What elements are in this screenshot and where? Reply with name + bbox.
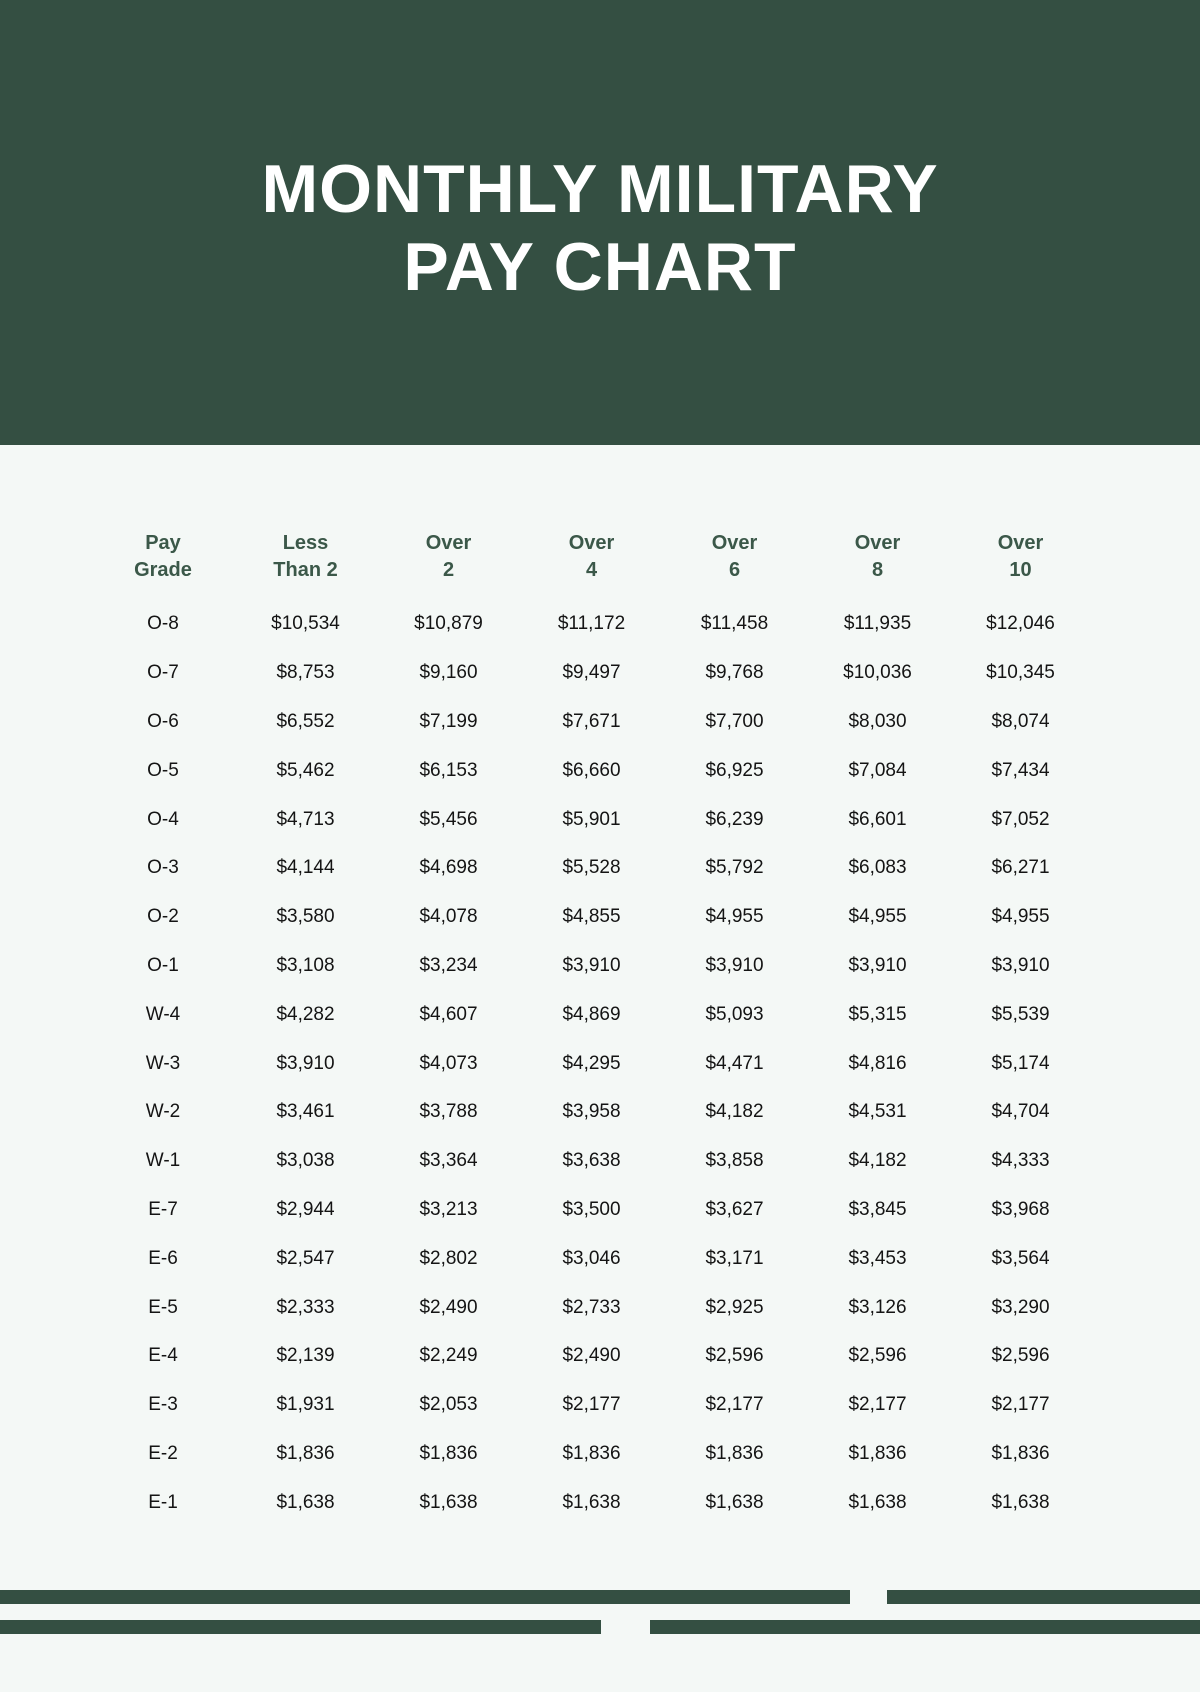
column-header xyxy=(949,530,1092,600)
pay-cell: $4,955 xyxy=(848,906,907,928)
decorative-bar xyxy=(0,1620,601,1634)
pay-cell: $2,490 xyxy=(562,1345,621,1367)
table-row xyxy=(92,746,1092,795)
pay-grade-cell: W-1 xyxy=(145,1150,181,1172)
pay-cell: $7,199 xyxy=(419,710,478,732)
column-header-line: Over xyxy=(711,532,758,554)
pay-cell: $11,458 xyxy=(700,613,769,635)
pay-cell: $6,925 xyxy=(705,759,764,781)
pay-cell: $2,547 xyxy=(276,1247,335,1269)
pay-cell: $7,084 xyxy=(848,759,907,781)
pay-cell: $4,713 xyxy=(276,808,335,830)
pay-grade-cell: O-5 xyxy=(147,759,179,781)
table-row xyxy=(92,1186,1092,1235)
pay-cell: $4,333 xyxy=(991,1150,1050,1172)
pay-cell: $1,638 xyxy=(562,1491,621,1513)
pay-cell: $4,073 xyxy=(419,1052,478,1074)
pay-cell: $10,036 xyxy=(843,662,912,684)
pay-cell: $3,910 xyxy=(848,954,907,976)
pay-cell: $6,153 xyxy=(419,759,478,781)
pay-cell: $9,160 xyxy=(419,662,478,684)
pay-cell: $3,213 xyxy=(419,1198,478,1220)
pay-cell: $4,078 xyxy=(419,906,478,928)
pay-cell: $3,038 xyxy=(276,1150,335,1172)
pay-cell: $4,698 xyxy=(419,857,478,879)
pay-cell: $3,627 xyxy=(705,1198,764,1220)
table-row xyxy=(92,795,1092,844)
pay-cell: $3,108 xyxy=(276,954,335,976)
pay-cell: $4,955 xyxy=(991,906,1050,928)
pay-cell: $4,531 xyxy=(848,1101,907,1123)
pay-cell: $3,500 xyxy=(562,1198,621,1220)
pay-cell: $5,528 xyxy=(562,857,621,879)
decorative-bar xyxy=(0,1590,850,1604)
pay-cell: $6,660 xyxy=(562,759,621,781)
title-line-1: MONTHLY MILITARY xyxy=(261,151,939,227)
table-row xyxy=(92,600,1092,649)
pay-cell: $1,638 xyxy=(991,1491,1050,1513)
pay-cell: $3,845 xyxy=(848,1198,907,1220)
pay-grade-cell: O-6 xyxy=(147,710,179,732)
pay-cell: $3,910 xyxy=(276,1052,335,1074)
pay-grade-cell: E-6 xyxy=(148,1247,178,1269)
pay-cell: $6,601 xyxy=(848,808,907,830)
pay-cell: $3,968 xyxy=(991,1198,1050,1220)
pay-cell: $2,925 xyxy=(705,1296,764,1318)
pay-cell: $9,497 xyxy=(562,662,621,684)
pay-grade-cell: E-7 xyxy=(148,1198,178,1220)
pay-cell: $3,234 xyxy=(419,954,478,976)
column-header xyxy=(806,530,949,600)
pay-cell: $5,792 xyxy=(705,857,764,879)
pay-cell: $2,490 xyxy=(419,1296,478,1318)
pay-cell: $2,053 xyxy=(419,1394,478,1416)
pay-cell: $1,836 xyxy=(991,1442,1050,1464)
column-header xyxy=(92,530,234,600)
pay-cell: $3,580 xyxy=(276,906,335,928)
pay-cell: $3,364 xyxy=(419,1150,478,1172)
pay-cell: $4,282 xyxy=(276,1003,335,1025)
pay-grade-cell: O-7 xyxy=(147,662,179,684)
table-row xyxy=(92,1283,1092,1332)
table-row xyxy=(92,942,1092,991)
pay-cell: $2,733 xyxy=(562,1296,621,1318)
pay-grade-cell: O-8 xyxy=(147,613,179,635)
pay-cell: $2,177 xyxy=(991,1394,1050,1416)
pay-cell: $1,638 xyxy=(705,1491,764,1513)
column-header-line: Over xyxy=(425,532,472,554)
column-header xyxy=(234,530,377,600)
pay-cell: $4,471 xyxy=(705,1052,764,1074)
decorative-bar xyxy=(650,1620,1200,1634)
table-row xyxy=(92,1234,1092,1283)
table-row xyxy=(92,1478,1092,1527)
pay-cell: $12,046 xyxy=(986,613,1055,635)
pay-cell: $4,869 xyxy=(562,1003,621,1025)
pay-cell: $8,753 xyxy=(276,662,335,684)
decorative-bar xyxy=(887,1590,1200,1604)
pay-cell: $5,456 xyxy=(419,808,478,830)
pay-grade-cell: E-1 xyxy=(148,1491,178,1513)
pay-cell: $3,126 xyxy=(848,1296,907,1318)
column-header-line: Than 2 xyxy=(273,559,338,581)
pay-cell: $2,596 xyxy=(848,1345,907,1367)
pay-cell: $3,564 xyxy=(991,1247,1050,1269)
pay-cell: $7,671 xyxy=(562,710,621,732)
pay-cell: $3,788 xyxy=(419,1101,478,1123)
pay-cell: $1,638 xyxy=(276,1491,335,1513)
pay-cell: $1,638 xyxy=(419,1491,478,1513)
pay-cell: $4,295 xyxy=(562,1052,621,1074)
column-header-line: Grade xyxy=(134,559,192,581)
pay-cell: $1,638 xyxy=(848,1491,907,1513)
pay-cell: $2,177 xyxy=(848,1394,907,1416)
pay-cell: $3,046 xyxy=(562,1247,621,1269)
column-header-line: Over xyxy=(854,532,901,554)
column-header-line: 4 xyxy=(585,559,598,581)
pay-grade-cell: W-3 xyxy=(145,1052,181,1074)
pay-cell: $1,836 xyxy=(419,1442,478,1464)
pay-cell: $2,177 xyxy=(562,1394,621,1416)
table-body xyxy=(92,600,1092,1527)
pay-cell: $11,935 xyxy=(843,613,912,635)
table-row xyxy=(92,649,1092,698)
pay-cell: $1,836 xyxy=(705,1442,764,1464)
pay-cell: $2,944 xyxy=(276,1198,335,1220)
pay-cell: $6,083 xyxy=(848,857,907,879)
pay-cell: $1,836 xyxy=(848,1442,907,1464)
pay-cell: $9,768 xyxy=(705,662,764,684)
column-header xyxy=(377,530,520,600)
pay-cell: $3,461 xyxy=(276,1101,335,1123)
pay-cell: $11,172 xyxy=(557,613,626,635)
pay-cell: $8,074 xyxy=(991,710,1050,732)
pay-cell: $5,315 xyxy=(848,1003,907,1025)
title-line-2: PAY CHART xyxy=(403,229,797,305)
pay-cell: $3,290 xyxy=(991,1296,1050,1318)
pay-grade-cell: W-4 xyxy=(145,1003,181,1025)
column-header-line: 2 xyxy=(442,559,455,581)
pay-cell: $4,855 xyxy=(562,906,621,928)
table-row xyxy=(92,1137,1092,1186)
pay-cell: $2,596 xyxy=(705,1345,764,1367)
page-title xyxy=(0,150,1200,306)
table-row xyxy=(92,1088,1092,1137)
pay-cell: $4,704 xyxy=(991,1101,1050,1123)
pay-cell: $1,931 xyxy=(276,1394,335,1416)
column-header-line: 10 xyxy=(1009,559,1032,581)
pay-cell: $6,552 xyxy=(276,710,335,732)
pay-grade-cell: O-4 xyxy=(147,808,179,830)
column-header-line: 6 xyxy=(728,559,741,581)
pay-grade-cell: E-2 xyxy=(148,1442,178,1464)
pay-cell: $4,182 xyxy=(848,1150,907,1172)
pay-cell: $6,271 xyxy=(991,857,1050,879)
pay-cell: $4,816 xyxy=(848,1052,907,1074)
pay-cell: $7,052 xyxy=(991,808,1050,830)
pay-cell: $5,539 xyxy=(991,1003,1050,1025)
pay-cell: $5,093 xyxy=(705,1003,764,1025)
pay-cell: $3,638 xyxy=(562,1150,621,1172)
pay-cell: $2,333 xyxy=(276,1296,335,1318)
column-header xyxy=(520,530,663,600)
pay-grade-cell: E-5 xyxy=(148,1296,178,1318)
pay-cell: $4,955 xyxy=(705,906,764,928)
table-header-row xyxy=(92,530,1092,600)
pay-grade-cell: W-2 xyxy=(145,1101,181,1123)
pay-cell: $7,434 xyxy=(991,759,1050,781)
pay-cell: $10,534 xyxy=(271,613,340,635)
pay-cell: $2,249 xyxy=(419,1345,478,1367)
column-header-line: Over xyxy=(568,532,615,554)
pay-cell: $2,596 xyxy=(991,1345,1050,1367)
table-row xyxy=(92,1381,1092,1430)
column-header-line: Pay xyxy=(145,532,181,554)
pay-table xyxy=(92,530,1092,1527)
table-row xyxy=(92,698,1092,747)
pay-grade-cell: O-3 xyxy=(147,857,179,879)
pay-cell: $7,700 xyxy=(705,710,764,732)
pay-grade-cell: O-1 xyxy=(147,954,179,976)
pay-cell: $1,836 xyxy=(276,1442,335,1464)
pay-cell: $4,607 xyxy=(419,1003,478,1025)
pay-cell: $2,177 xyxy=(705,1394,764,1416)
pay-cell: $5,174 xyxy=(991,1052,1050,1074)
column-header-line: Over xyxy=(997,532,1044,554)
pay-cell: $10,879 xyxy=(414,613,483,635)
column-header-line: Less xyxy=(282,532,329,554)
pay-cell: $3,171 xyxy=(705,1247,764,1269)
table-row xyxy=(92,893,1092,942)
pay-cell: $5,901 xyxy=(562,808,621,830)
column-header xyxy=(663,530,806,600)
pay-cell: $10,345 xyxy=(986,662,1055,684)
pay-cell: $4,144 xyxy=(276,857,335,879)
pay-cell: $3,453 xyxy=(848,1247,907,1269)
pay-cell: $2,802 xyxy=(419,1247,478,1269)
pay-cell: $6,239 xyxy=(705,808,764,830)
table-row xyxy=(92,1039,1092,1088)
pay-grade-cell: O-2 xyxy=(147,906,179,928)
pay-cell: $3,858 xyxy=(705,1150,764,1172)
pay-cell: $2,139 xyxy=(276,1345,335,1367)
pay-cell: $3,910 xyxy=(562,954,621,976)
table-row xyxy=(92,844,1092,893)
pay-grade-cell: E-4 xyxy=(148,1345,178,1367)
pay-cell: $3,910 xyxy=(991,954,1050,976)
pay-cell: $1,836 xyxy=(562,1442,621,1464)
pay-cell: $8,030 xyxy=(848,710,907,732)
table-row xyxy=(92,990,1092,1039)
table-row xyxy=(92,1430,1092,1479)
pay-cell: $4,182 xyxy=(705,1101,764,1123)
pay-grade-cell: E-3 xyxy=(148,1394,178,1416)
column-header-line: 8 xyxy=(871,559,884,581)
pay-cell: $3,958 xyxy=(562,1101,621,1123)
table-row xyxy=(92,1332,1092,1381)
pay-cell: $3,910 xyxy=(705,954,764,976)
pay-cell: $5,462 xyxy=(276,759,335,781)
